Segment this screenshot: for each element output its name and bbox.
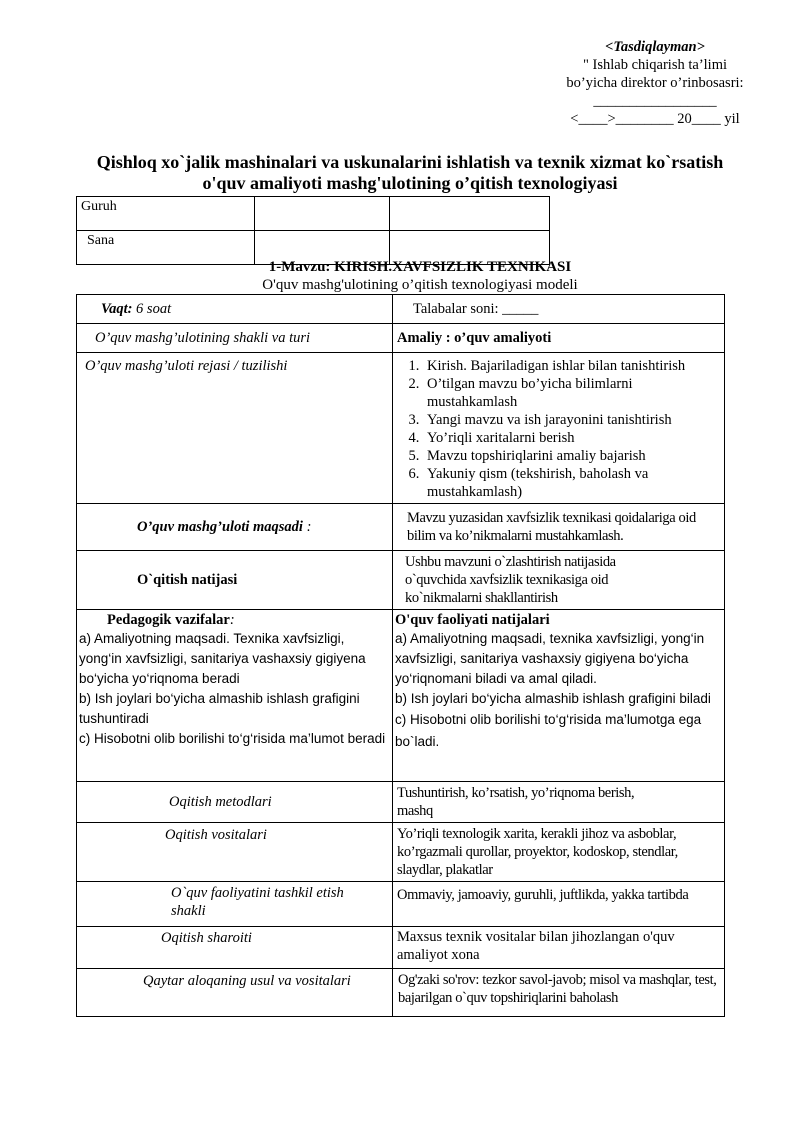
result-label: O`qitish natijasi [77,551,393,610]
tasks-row [77,610,725,782]
plan-row [77,353,725,504]
pedagogical-tasks-heading [79,611,390,629]
time-value: 6 soat [136,301,172,317]
goal-label: O’quv mashg’uloti maqsadi [137,519,303,535]
plan-item: 4. Yo’riqli xaritalarni berish [423,429,720,447]
activity-results-heading: O'quv faoliyati natijalari [395,612,550,628]
teaching-model-table [76,294,725,1017]
approval-title: <Tasdiqlayman> [605,39,705,55]
plan-label: O’quv mashg’uloti rejasi / tuzilishi [77,353,393,504]
pedagogical-task-c: c) Hisobotni olib borilishi to‘g‘risida ma’lumot beradi [79,731,386,746]
group-cell-1 [254,197,390,231]
activity-results-cell [393,610,725,782]
conditions-row [77,927,725,969]
methods-value: Tushuntirish, ko’rsatish, yo’riqnoma berish, mashq [393,782,725,823]
result-value: Ushbu mavzuni o`zlashtirish natijasida o`quvchida xavfsizlik texnikasiga oid ko`nikmalarni shakllantirish [393,551,725,610]
tools-row [77,823,725,882]
pedagogical-tasks-label: Pedagogik vazifalar [107,612,230,628]
feedback-value: Og'zaki so'rov: tezkor savol-javob; misol va mashqlar, test, bajarilgan o`quv topshiriqlarini baholash [393,969,725,1017]
pedagogical-task-b: b) Ish joylari bo‘yicha almashib ishlash grafigini tushuntiradi [79,691,360,726]
group-label: Guruh [77,197,255,231]
time-label: Vaqt: [101,301,133,317]
group-date-table [76,196,550,265]
form-label: O’quv mashg’ulotining shakli va turi [77,324,393,353]
organization-row [77,882,725,927]
group-row [77,197,550,231]
document-title-line-2: o'quv amaliyoti mashg'ulotining o’qitish texnologiyasi [202,173,618,193]
students-count: Talabalar soni: _____ [393,295,725,324]
approval-block [540,38,770,128]
plan-list [397,357,720,501]
feedback-label: Qaytar aloqaning usul va vositalari [77,969,393,1017]
approval-date-line: <____>________ 20____ yil [570,111,740,127]
activity-result-c: c) Hisobotni olib borilishi to‘g‘risida ma’lumotga ega bo`ladi. [395,712,702,749]
plan-item: 6. Yakuniy qism (tekshirish, baholash va mustahkamlash) [423,465,720,501]
date-label: Sana [77,231,255,265]
plan-cell [393,353,725,504]
plan-item: 3. Yangi mavzu va ish jarayonini tanishtirish [423,411,720,429]
approval-line-2: bo’yicha direktor o’rinbosasri: [566,75,744,91]
tools-value: Yo’riqli texnologik xarita, kerakli jihoz va asboblar, ko’rgazmali qurollar, proyektor, kodoskop, stendlar, slaydlar, plakatlar [393,823,725,882]
plan-item: 1. Kirish. Bajariladigan ishlar bilan tanishtirish [423,357,720,375]
pedagogical-tasks-colon: : [229,612,235,628]
goal-value: Mavzu yuzasidan xavfsizlik texnikasi qoidalariga oid bilim va ko’nikmalarni mustahkamlash. [393,504,725,551]
result-row [77,551,725,610]
feedback-row [77,969,725,1017]
time-cell [77,295,393,324]
signature-line: _________________ [593,93,717,109]
topic-title: 1-Mavzu: KIRISH.XAVFSIZLIK TEXNIKASI [268,259,572,275]
approval-line-1: " Ishlab chiqarish ta’limi [582,57,728,73]
pedagogical-task-a: a) Amaliyotning maqsadi. Texnika xavfsizligi, yong‘in xavfsizligi, sanitariya vashaxsiy gigiyena bo‘yicha yo‘riqnoma beradi [79,631,366,686]
organization-value: Ommaviy, jamoaviy, guruhli, juftlikda, yakka tartibda [393,882,725,927]
tools-label: Oqitish vositalari [77,823,393,882]
topic-subtitle: O'quv mashg'ulotining o’qitish texnologiyasi modeli [262,277,578,293]
plan-item: 2. O’tilgan mavzu bo’yicha bilimlarni mustahkamlash [423,375,720,411]
form-value: Amaliy : o’quv amaliyoti [393,324,725,353]
goal-colon: : [302,519,312,535]
goal-row [77,504,725,551]
conditions-value: Maxsus texnik vositalar bilan jihozlangan o'quv amaliyot xona [393,927,725,969]
form-row [77,324,725,353]
goal-label-cell [77,504,393,551]
time-row [77,295,725,324]
plan-item: 5. Mavzu topshiriqlarini amaliy bajarish [423,447,720,465]
conditions-label: Oqitish sharoiti [77,927,393,969]
activity-result-b: b) Ish joylari bo‘yicha almashib ishlash grafigini biladi [395,691,711,706]
methods-row [77,782,725,823]
document-title-line-1: Qishloq xo`jalik mashinalari va uskunalarini ishlatish va texnik xizmat ko`rsatish [96,152,724,172]
document-title [70,152,750,194]
activity-result-a: a) Amaliyotning maqsadi, texnika xavfsizligi, yong‘in xavfsizligi, sanitariya vashaxsiy gigiyena bo‘yicha yo‘riqnomani biladi va amal qiladi. [395,631,705,686]
methods-label: Oqitish metodlari [77,782,393,823]
pedagogical-tasks-cell [77,610,393,782]
organization-label: O`quv faoliyatini tashkil etish shakli [77,882,393,927]
group-cell-2 [390,197,550,231]
